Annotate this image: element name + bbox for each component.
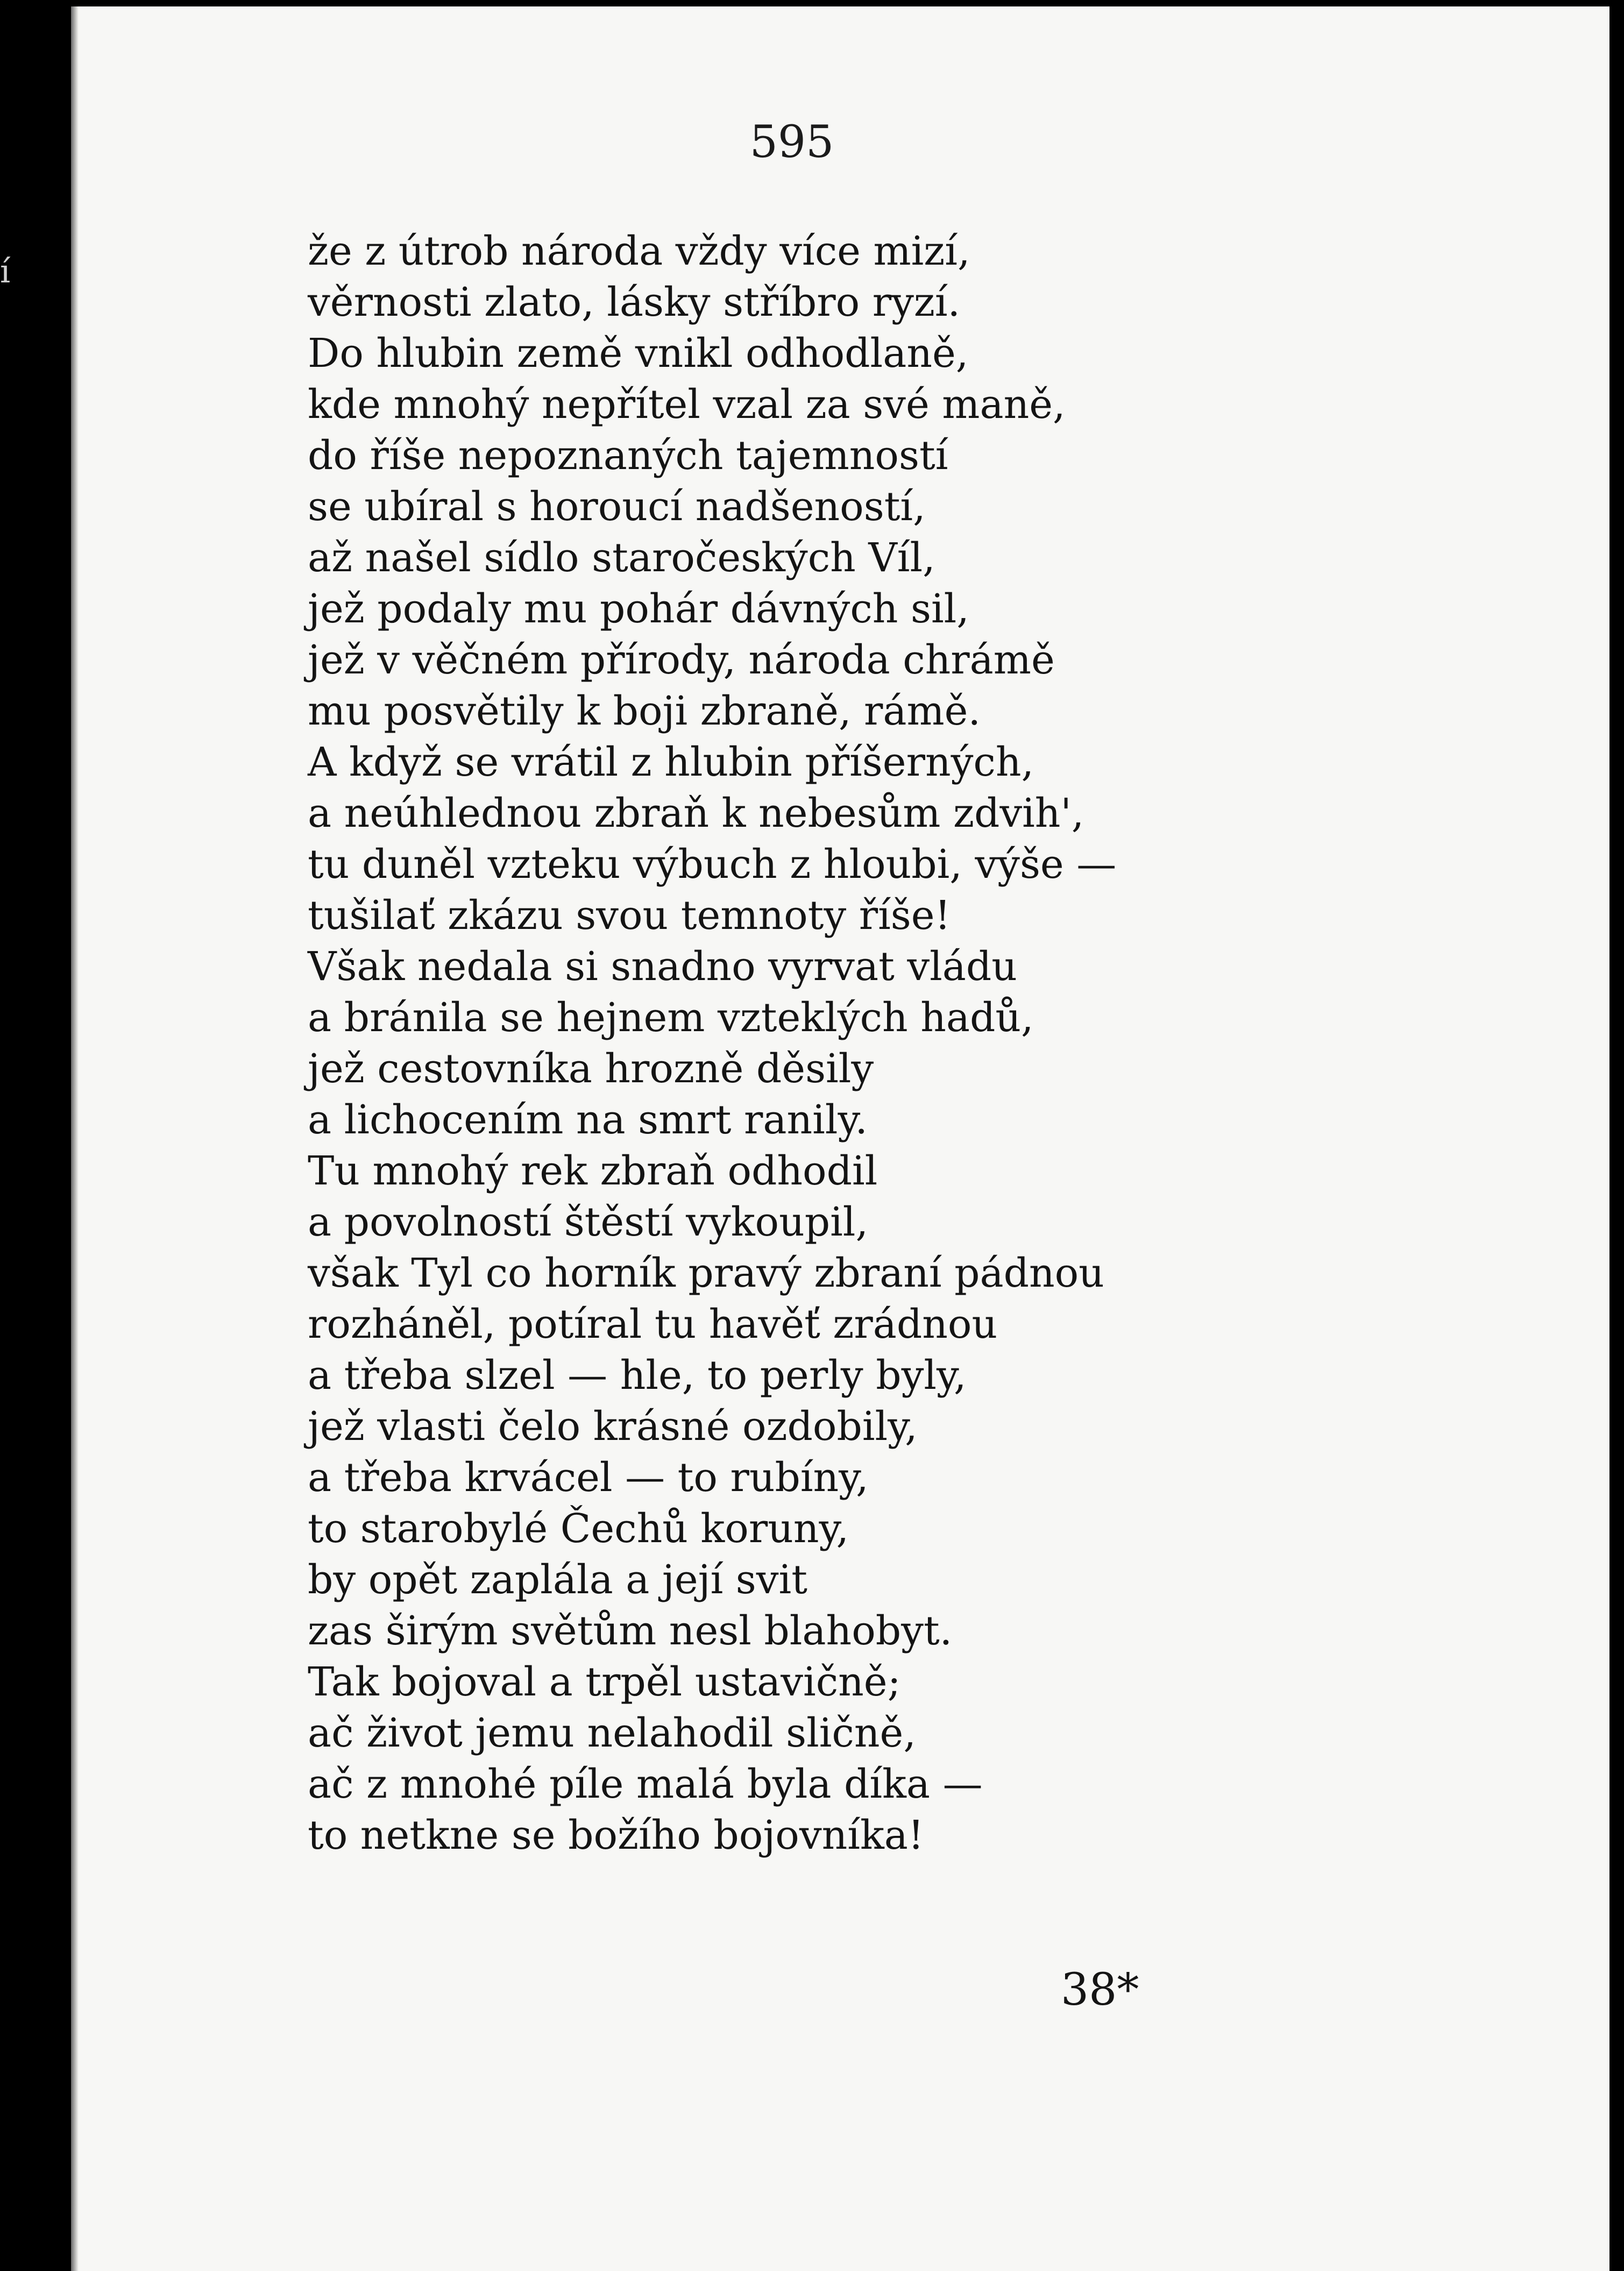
- book-page: [71, 6, 1609, 2271]
- page-gutter: [71, 6, 79, 2271]
- poem-line: Však nedala si snadno vyrvat vládu: [308, 943, 1017, 990]
- poem-line: by opět zaplála a její svit: [308, 1557, 807, 1603]
- poem-line: že z útrob národa vždy více mizí,: [308, 228, 970, 274]
- poem-line: jež cestovníka hrozně děsily: [308, 1046, 874, 1092]
- poem-line: a třeba krvácel — to rubíny,: [308, 1454, 869, 1501]
- poem-line: ač život jemu nelahodil sličně,: [308, 1710, 916, 1756]
- poem-line: a bránila se hejnem vzteklých hadů,: [308, 995, 1034, 1041]
- poem-line: a třeba slzel — hle, to perly byly,: [308, 1352, 967, 1399]
- poem-line: se ubíral s horoucí nadšeností,: [308, 484, 926, 530]
- printer-signature-mark: 38*: [1061, 1964, 1139, 2015]
- page-number: 595: [749, 117, 834, 168]
- poem-line: věrnosti zlato, lásky stříbro ryzí.: [308, 279, 961, 325]
- poem-line: tu duněl vzteku výbuch z hloubi, výše —: [308, 841, 1117, 888]
- poem-line: Do hlubin země vnikl odhodlaně,: [308, 330, 969, 377]
- poem-line: tušilať zkázu svou temnoty říše!: [308, 892, 951, 939]
- poem-line: A když se vrátil z hlubin příšerných,: [308, 739, 1034, 785]
- poem-line: mu posvětily k boji zbraně, rámě.: [308, 688, 981, 734]
- poem-line: a neúhlednou zbraň k nebesům zdvih',: [308, 790, 1084, 836]
- poem-line: jež podaly mu pohár dávných sil,: [308, 586, 969, 632]
- poem-line: to netkne se božího bojovníka!: [308, 1812, 924, 1858]
- poem-line: kde mnohý nepřítel vzal za své maně,: [308, 381, 1066, 428]
- poem-line: jež vlasti čelo krásné ozdobily,: [308, 1403, 918, 1450]
- poem-line: zas širým světům nesl blahobyt.: [308, 1608, 953, 1654]
- poem-line: až našel sídlo staročeských Víl,: [308, 535, 935, 581]
- facing-page-bleed: [0, 247, 16, 463]
- poem-line: jež v věčném přírody, národa chrámě: [308, 637, 1055, 683]
- facing-page-fragment: í: [0, 253, 11, 290]
- poem-line: Tu mnohý rek zbraň odhodil: [308, 1148, 878, 1194]
- poem-line: a lichocením na smrt ranily.: [308, 1097, 868, 1143]
- poem-line: však Tyl co horník pravý zbraní pádnou: [308, 1250, 1104, 1296]
- poem-line: do říše nepoznaných tajemností: [308, 432, 948, 479]
- poem-line: a povolností štěstí vykoupil,: [308, 1199, 868, 1245]
- poem-line: rozháněl, potíral tu havěť zrádnou: [308, 1301, 998, 1347]
- poem-line: ač z mnohé píle malá byla díka —: [308, 1761, 983, 1807]
- poem-line: to starobylé Čechů koruny,: [308, 1506, 849, 1552]
- poem-text: [308, 226, 1384, 1861]
- poem-line: Tak bojoval a trpěl ustavičně;: [308, 1659, 901, 1705]
